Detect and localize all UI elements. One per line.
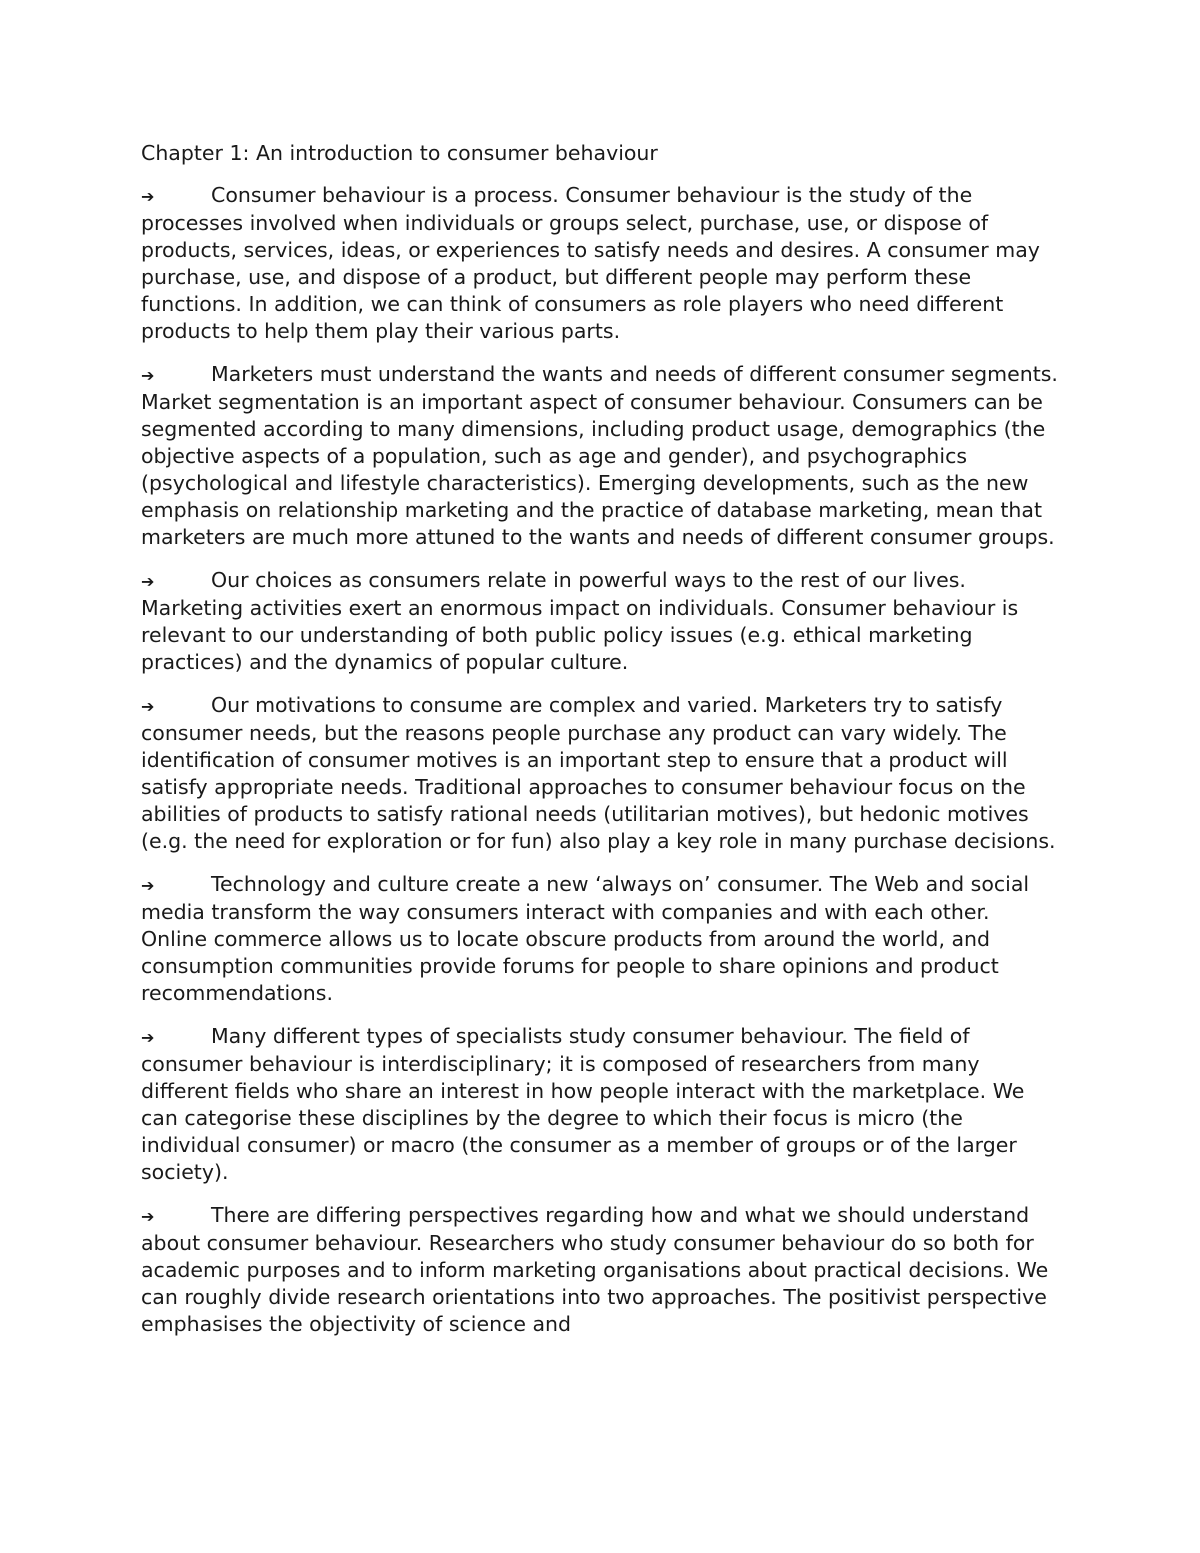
paragraph-text: Many different types of specialists study consumer behaviour. The field of consumer behaviour is interdisciplinary; it is composed of researchers from many different fields who share an interest in how people interact with the marketplace. We can categorise these disciplines by the degree to which their focus is micro (the individual consumer) or macro (the consumer as a member of groups or of the larger society). bbox=[141, 1024, 1025, 1184]
arrow-bullet-icon: ➔ bbox=[141, 876, 155, 895]
paragraph-4 bbox=[141, 692, 1061, 855]
arrow-bullet-icon: ➔ bbox=[141, 697, 155, 716]
paragraph-text: Our motivations to consume are complex and varied. Marketers try to satisfy consumer needs, but the reasons people purchase any product can vary widely. The identification of consumer motives is an important step to ensure that a product will satisfy appropriate needs. Traditional approaches to consumer behaviour focus on the abilities of products to satisfy rational needs (utilitarian motives), but hedonic motives (e.g. the need for exploration or for fun) also play a key role in many purchase decisions. bbox=[141, 693, 1056, 853]
paragraph-3 bbox=[141, 567, 1061, 676]
paragraph-text: Consumer behaviour is a process. Consumer behaviour is the study of the processes involved when individuals or groups select, purchase, use, or dispose of products, services, ideas, or experiences to satisfy needs and desires. A consumer may purchase, use, and dispose of a product, but different people may perform these functions. In addition, we can think of consumers as role players who need different products to help them play their various parts. bbox=[141, 183, 1040, 343]
arrow-bullet-icon: ➔ bbox=[141, 1207, 155, 1226]
arrow-bullet-icon: ➔ bbox=[141, 187, 155, 206]
paragraph-7 bbox=[141, 1202, 1061, 1338]
document-page bbox=[141, 140, 1061, 1354]
paragraph-1 bbox=[141, 182, 1061, 345]
arrow-bullet-icon: ➔ bbox=[141, 572, 155, 591]
paragraph-text: There are differing perspectives regarding how and what we should understand about consumer behaviour. Researchers who study consumer behaviour do so both for academic purposes and to inform marketing organisations about practical decisions. We can roughly divide research orientations into two approaches. The positivist perspective emphasises the objectivity of science and bbox=[141, 1203, 1049, 1336]
paragraph-text: Marketers must understand the wants and needs of different consumer segments. Market segmentation is an important aspect of consumer behaviour. Consumers can be segmented according to many dimensions, including product usage, demographics (the objective aspects of a population, such as age and gender), and psychographics (psychological and lifestyle characteristics). Emerging developments, such as the new emphasis on relationship marketing and the practice of database marketing, mean that marketers are much more attuned to the wants and needs of different consumer groups. bbox=[141, 362, 1058, 549]
paragraph-text: Technology and culture create a new ‘always on’ consumer. The Web and social media transform the way consumers interact with companies and with each other. Online commerce allows us to locate obscure products from around the world, and consumption communities provide forums for people to share opinions and product recommendations. bbox=[141, 872, 1030, 1005]
paragraph-5 bbox=[141, 871, 1061, 1007]
paragraph-text: Our choices as consumers relate in powerful ways to the rest of our lives. Marketing activities exert an enormous impact on individuals. Consumer behaviour is relevant to our understanding of both public policy issues (e.g. ethical marketing practices) and the dynamics of popular culture. bbox=[141, 568, 1019, 674]
paragraph-2 bbox=[141, 361, 1061, 551]
arrow-bullet-icon: ➔ bbox=[141, 366, 155, 385]
paragraph-6 bbox=[141, 1023, 1061, 1186]
arrow-bullet-icon: ➔ bbox=[141, 1028, 155, 1047]
chapter-title: Chapter 1: An introduction to consumer behaviour bbox=[141, 141, 658, 165]
